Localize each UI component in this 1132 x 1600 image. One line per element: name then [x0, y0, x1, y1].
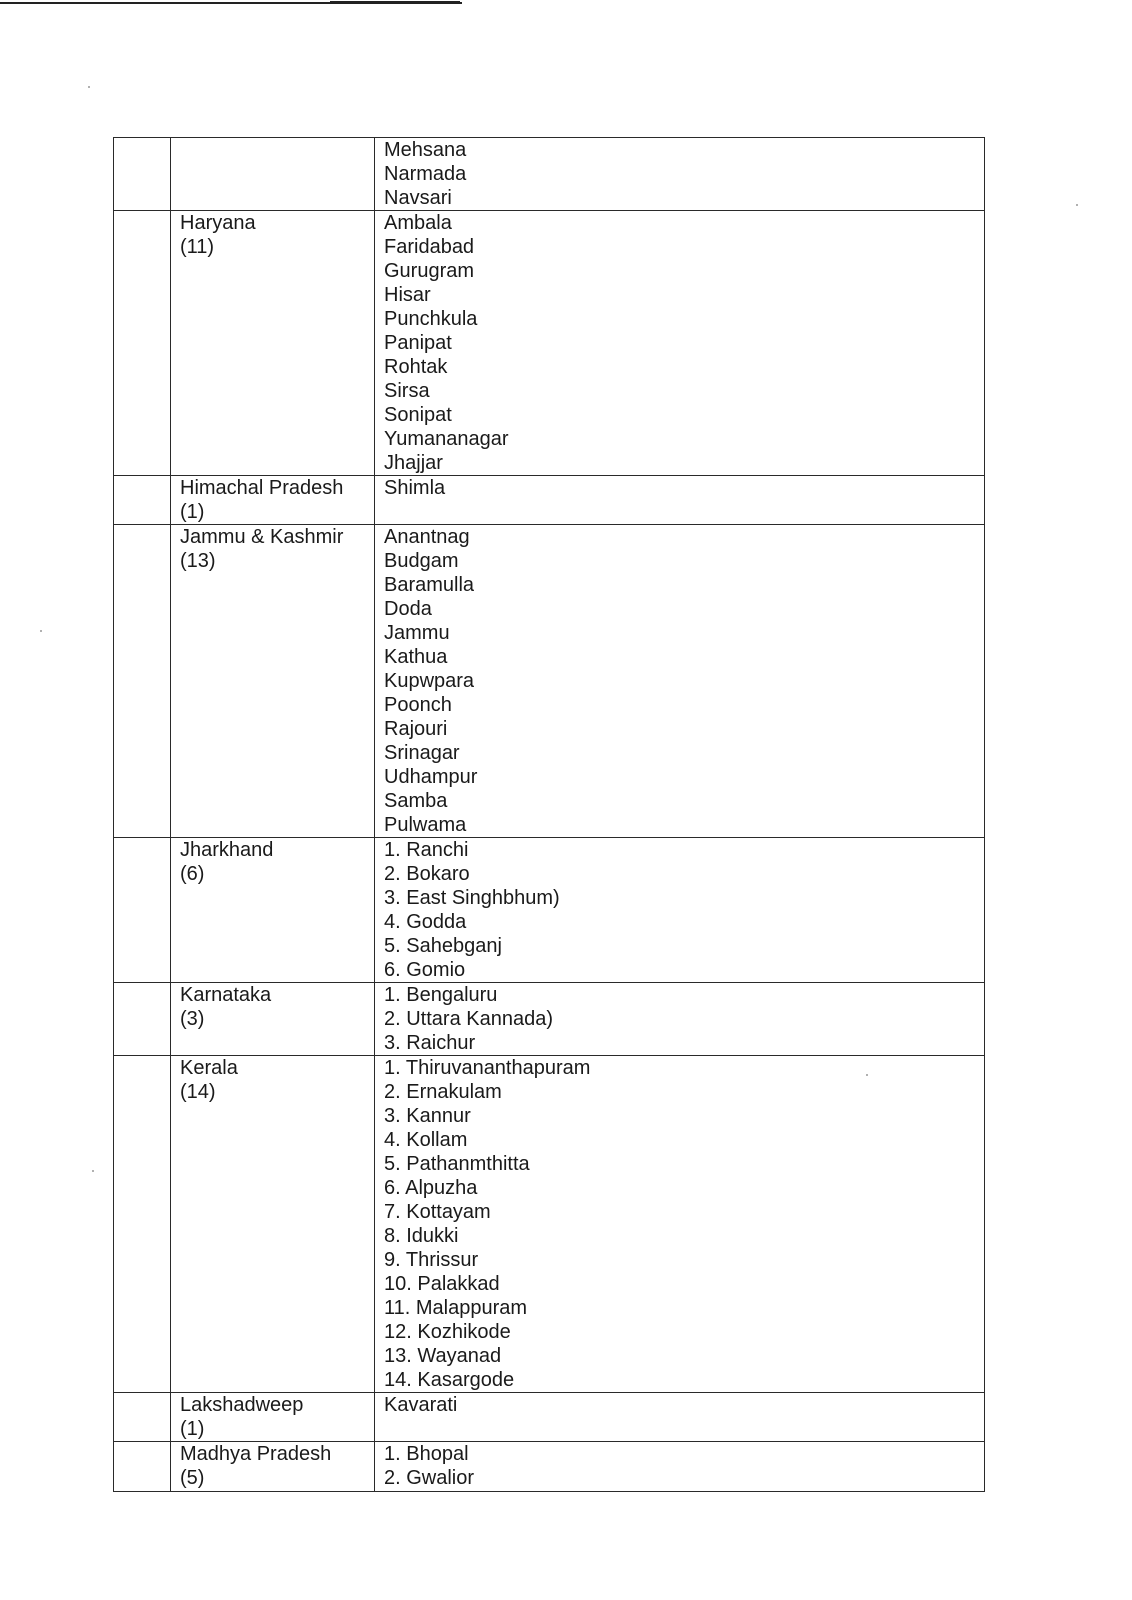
district-name: 11. Malappuram	[384, 1297, 528, 1319]
district-name: Budgam	[384, 550, 459, 572]
districts-cell	[375, 983, 985, 1056]
district-count: (1)	[180, 1418, 205, 1440]
table-row	[114, 1442, 985, 1492]
district-name: 8. Idukki	[384, 1225, 459, 1247]
district-name: Rajouri	[384, 718, 448, 740]
district-name: 13. Wayanad	[384, 1345, 502, 1367]
district-name: 2. Bokaro	[384, 863, 470, 885]
table-row	[114, 1056, 985, 1393]
district-name: 14. Kasargode	[384, 1369, 515, 1391]
scan-speck	[88, 86, 90, 88]
scan-speck	[40, 630, 42, 632]
district-name: 3. Raichur	[384, 1032, 476, 1054]
district-name: Sonipat	[384, 404, 452, 426]
district-count: (13)	[180, 550, 216, 572]
scan-speck	[92, 1170, 94, 1172]
district-name: 7. Kottayam	[384, 1201, 491, 1223]
district-name: 5. Pathanmthitta	[384, 1153, 530, 1175]
district-name: Gurugram	[384, 260, 475, 282]
district-name: Narmada	[384, 163, 467, 185]
district-name: Kathua	[384, 646, 448, 668]
district-name: 1. Bhopal	[384, 1443, 469, 1465]
district-name: 2. Uttara Kannada)	[384, 1008, 553, 1030]
state-cell	[171, 1056, 375, 1393]
scan-speck	[1076, 204, 1078, 206]
district-name: Anantnag	[384, 526, 470, 548]
serial-cell	[114, 211, 171, 476]
serial-cell	[114, 838, 171, 983]
district-count: (1)	[180, 501, 205, 523]
districts-cell	[375, 211, 985, 476]
state-name: Lakshadweep	[180, 1394, 304, 1416]
table-row	[114, 838, 985, 983]
district-name: Pulwama	[384, 814, 467, 836]
district-name: 1. Thiruvananthapuram	[384, 1057, 591, 1079]
table-row	[114, 211, 985, 476]
district-name: Baramulla	[384, 574, 475, 596]
state-name: Karnataka	[180, 984, 272, 1006]
table-row	[114, 138, 985, 211]
district-name: Punchkula	[384, 308, 478, 330]
district-name: 1. Ranchi	[384, 839, 469, 861]
serial-cell	[114, 983, 171, 1056]
district-name: 6. Gomio	[384, 959, 466, 981]
state-name: Kerala	[180, 1057, 238, 1079]
district-name: 3. East Singhbhum)	[384, 887, 560, 909]
table-row	[114, 983, 985, 1056]
districts-cell	[375, 1393, 985, 1442]
district-count: (14)	[180, 1081, 216, 1103]
district-name: Samba	[384, 790, 448, 812]
state-name: Madhya Pradesh	[180, 1443, 332, 1465]
district-name: 3. Kannur	[384, 1105, 471, 1127]
state-cell	[171, 525, 375, 838]
state-name: Jammu & Kashmir	[180, 526, 344, 548]
district-name: 1. Bengaluru	[384, 984, 498, 1006]
district-name: Kupwpara	[384, 670, 475, 692]
state-cell	[171, 983, 375, 1056]
districts-cell	[375, 1442, 985, 1492]
district-name: Udhampur	[384, 766, 478, 788]
district-name: Jammu	[384, 622, 450, 644]
district-name: Doda	[384, 598, 432, 620]
state-name: Haryana	[180, 212, 256, 234]
district-name: 10. Palakkad	[384, 1273, 500, 1295]
serial-cell	[114, 1056, 171, 1393]
district-name: 2. Ernakulam	[384, 1081, 502, 1103]
state-cell	[171, 476, 375, 525]
district-name: Panipat	[384, 332, 452, 354]
table-row	[114, 476, 985, 525]
state-name: Jharkhand	[180, 839, 274, 861]
district-name: Rohtak	[384, 356, 448, 378]
district-name: Jhajjar	[384, 452, 443, 474]
district-name: 6. Alpuzha	[384, 1177, 478, 1199]
district-name: 4. Godda	[384, 911, 467, 933]
state-name: Himachal Pradesh	[180, 477, 344, 499]
district-count: (5)	[180, 1467, 205, 1489]
district-name: 4. Kollam	[384, 1129, 468, 1151]
district-name: Ambala	[384, 212, 452, 234]
district-name: Kavarati	[384, 1394, 458, 1416]
district-count: (11)	[180, 236, 215, 258]
serial-cell	[114, 476, 171, 525]
district-name: 12. Kozhikode	[384, 1321, 511, 1343]
state-cell	[171, 138, 375, 211]
district-name: Srinagar	[384, 742, 460, 764]
serial-cell	[114, 138, 171, 211]
state-cell	[171, 1442, 375, 1492]
district-name: 2. Gwalior	[384, 1467, 475, 1489]
serial-cell	[114, 1442, 171, 1492]
district-name: 5. Sahebganj	[384, 935, 502, 957]
serial-cell	[114, 525, 171, 838]
state-cell	[171, 211, 375, 476]
district-name: 9. Thrissur	[384, 1249, 479, 1271]
district-name: Poonch	[384, 694, 452, 716]
district-table-body	[114, 138, 985, 1492]
district-name: Faridabad	[384, 236, 475, 258]
district-count: (6)	[180, 863, 205, 885]
districts-cell	[375, 525, 985, 838]
serial-cell	[114, 1393, 171, 1442]
table-row	[114, 1393, 985, 1442]
district-name: Sirsa	[384, 380, 430, 402]
districts-cell	[375, 1056, 985, 1393]
header-rule-thick	[330, 1, 460, 4]
district-name: Shimla	[384, 477, 446, 499]
districts-cell	[375, 838, 985, 983]
state-cell	[171, 838, 375, 983]
district-name: Hisar	[384, 284, 431, 306]
district-table	[113, 137, 985, 1492]
district-name: Mehsana	[384, 139, 467, 161]
districts-cell	[375, 476, 985, 525]
districts-cell	[375, 138, 985, 211]
district-name: Yumananagar	[384, 428, 509, 450]
state-cell	[171, 1393, 375, 1442]
district-name: Navsari	[384, 187, 452, 209]
table-row	[114, 525, 985, 838]
district-count: (3)	[180, 1008, 205, 1030]
